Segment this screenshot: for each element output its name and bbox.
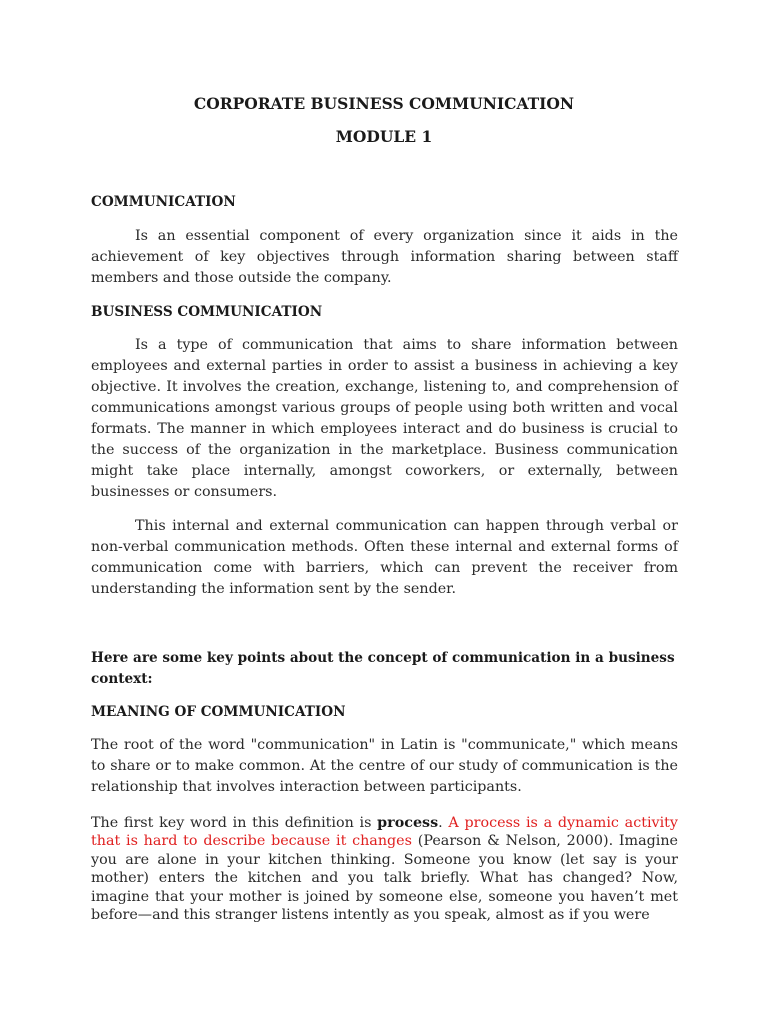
section-heading-communication: COMMUNICATION	[91, 194, 236, 210]
meaning-paragraph: The root of the word "communication" in Latin is "communicate," which means to share or to make common. At the centre of our study of communication is the relationship that involves interaction between participants.	[91, 737, 678, 795]
document-title: CORPORATE BUSINESS COMMUNICATION	[193, 94, 575, 113]
process-highlight-text: A process is a dynamic activity that is hard to describe because it changes	[91, 815, 678, 850]
section-heading-business-communication: BUSINESS COMMUNICATION	[91, 304, 323, 320]
section-heading-meaning: MEANING OF COMMUNICATION	[91, 704, 346, 720]
business-communication-paragraph: Is a type of communication that aims to share information between employees and external parties in order to assist a business in achieving a key objective. It involves the creation, exchange, listening to, and comprehension of communications amongst various groups of people using both written and vocal formats. The manner in which employees interact and do business is crucial to the success of the organization in the marketplace. Business communication might take place internally, amongst coworkers, or externally, between businesses or consumers.	[91, 337, 678, 500]
process-paragraph	[91, 814, 678, 924]
communication-paragraph: Is an essential component of every organization since it aids in the achievement of key objectives through information sharing between staff members and those outside the company.	[91, 228, 678, 286]
key-points-intro: Here are some key points about the concept of communication in a business context:	[91, 650, 675, 687]
process-lead-text: The first key word in this definition is	[91, 815, 378, 831]
module-title: MODULE 1	[335, 127, 433, 146]
process-after-keyword: .	[438, 815, 449, 831]
process-rest-text: (Pearson & Nelson, 2000). Imagine you are alone in your kitchen thinking. Someone you know (let say is your mother) enters the kitchen and you talk briefly. What has changed? Now, imagine that your mother is joined by someone else, someone you haven’t met before—and this stranger listens intently as you speak, almost as if you were	[91, 833, 679, 924]
process-keyword: process	[377, 815, 439, 831]
internal-external-paragraph: This internal and external communication can happen through verbal or non-verbal communication methods. Often these internal and external forms of communication come with barriers, which can prevent the receiver from understanding the information sent by the sender.	[91, 518, 678, 597]
